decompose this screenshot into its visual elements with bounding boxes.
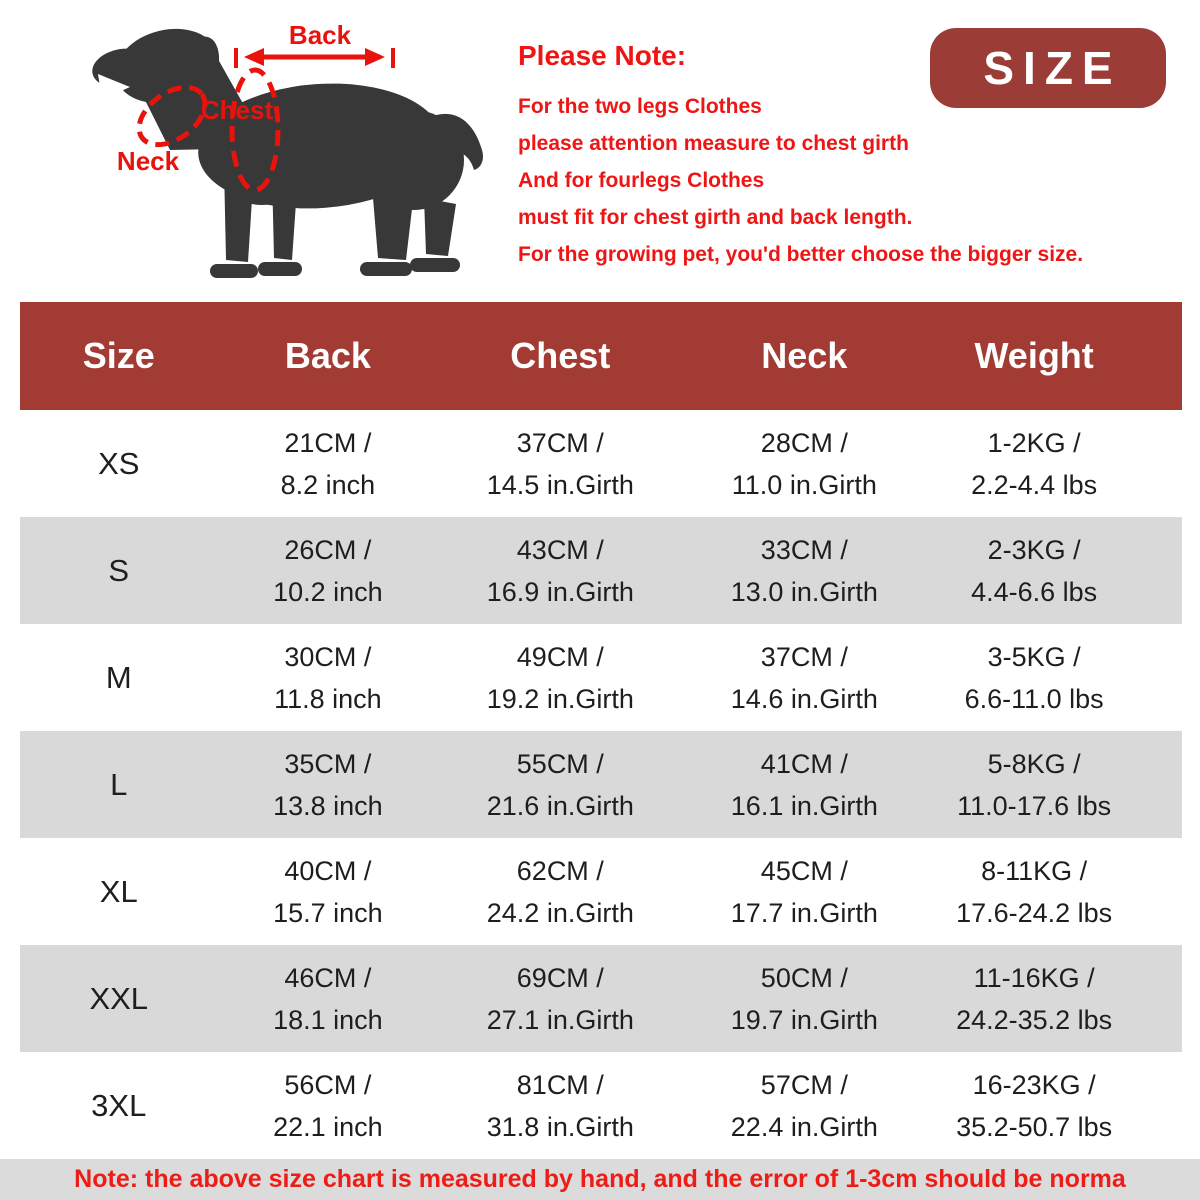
neck-cell: 28CM / 11.0 in.Girth — [731, 427, 877, 500]
neck-cell: 33CM / 13.0 in.Girth — [730, 534, 878, 607]
size-value: XXL — [89, 980, 149, 1016]
chest-cell: 81CM / 31.8 in.Girth — [486, 1069, 634, 1142]
note-line: must fit for chest girth and back length. — [518, 206, 913, 229]
size-value: XL — [99, 873, 138, 909]
chest-cell: 55CM / 21.6 in.Girth — [486, 748, 634, 821]
chest-cell: 37CM / 14.5 in.Girth — [486, 427, 634, 500]
dog-measurement-diagram — [72, 8, 496, 292]
weight-cell: 1-2KG / 2.2-4.4 lbs — [971, 427, 1098, 500]
neck-cell: 45CM / 17.7 in.Girth — [730, 855, 878, 928]
chest-cell: 69CM / 27.1 in.Girth — [486, 962, 634, 1035]
weight-cell: 5-8KG / 11.0-17.6 lbs — [957, 748, 1112, 821]
chest-cell: 49CM / 19.2 in.Girth — [486, 641, 634, 714]
size-value: L — [110, 766, 128, 802]
size-value: XS — [98, 445, 140, 481]
size-table — [20, 302, 1182, 1159]
neck-measure-label: Neck — [116, 146, 180, 176]
header-chest: Chest — [510, 335, 611, 376]
table-row — [20, 517, 1182, 624]
table-row — [20, 838, 1182, 945]
size-badge: SIZE — [930, 28, 1166, 108]
note-line: For the growing pet, you'd better choose the bigger size. — [518, 243, 1084, 266]
table-row — [20, 945, 1182, 1052]
size-value: 3XL — [91, 1087, 147, 1123]
back-cell: 56CM / 22.1 inch — [273, 1069, 383, 1142]
table-row — [20, 1052, 1182, 1159]
header-weight: Weight — [974, 335, 1094, 376]
back-cell: 35CM / 13.8 inch — [273, 748, 383, 821]
footer-note-bar — [0, 1159, 1200, 1200]
chest-measure-label: Chest — [200, 95, 274, 125]
chest-cell: 62CM / 24.2 in.Girth — [486, 855, 634, 928]
neck-cell: 50CM / 19.7 in.Girth — [730, 962, 878, 1035]
back-cell: 21CM / 8.2 inch — [280, 427, 376, 500]
neck-cell: 41CM / 16.1 in.Girth — [730, 748, 878, 821]
note-line: please attention measure to chest girth — [518, 132, 909, 155]
table-row — [20, 410, 1182, 517]
back-cell: 30CM / 11.8 inch — [274, 641, 382, 714]
weight-cell: 8-11KG / 17.6-24.2 lbs — [956, 855, 1113, 928]
size-value: S — [108, 552, 130, 588]
header-neck: Neck — [761, 335, 848, 376]
chest-cell: 43CM / 16.9 in.Girth — [486, 534, 634, 607]
back-measure-label: Back — [288, 20, 352, 50]
table-header-row — [20, 302, 1182, 410]
back-measure-arrow — [236, 48, 393, 68]
note-line: And for fourlegs Clothes — [518, 169, 765, 192]
size-value: M — [105, 659, 132, 695]
table-row — [20, 624, 1182, 731]
top-section — [0, 0, 1200, 302]
back-cell: 46CM / 18.1 inch — [273, 962, 383, 1035]
table-row — [20, 731, 1182, 838]
weight-cell: 16-23KG / 35.2-50.7 lbs — [956, 1069, 1113, 1142]
neck-cell: 37CM / 14.6 in.Girth — [730, 641, 878, 714]
back-cell: 26CM / 10.2 inch — [273, 534, 383, 607]
note-line: For the two legs Clothes — [518, 95, 762, 118]
back-cell: 40CM / 15.7 inch — [273, 855, 383, 928]
weight-cell: 2-3KG / 4.4-6.6 lbs — [971, 534, 1098, 607]
weight-cell: 3-5KG / 6.6-11.0 lbs — [964, 641, 1104, 714]
neck-cell: 57CM / 22.4 in.Girth — [730, 1069, 878, 1142]
header-back: Back — [284, 335, 371, 376]
header-size: Size — [82, 335, 155, 376]
note-title: Please Note: — [518, 40, 687, 71]
weight-cell: 11-16KG / 24.2-35.2 lbs — [956, 962, 1113, 1035]
footer-note-text: Note: the above size chart is measured by hand, and the error of 1-3cm should be norma — [74, 1165, 1126, 1193]
